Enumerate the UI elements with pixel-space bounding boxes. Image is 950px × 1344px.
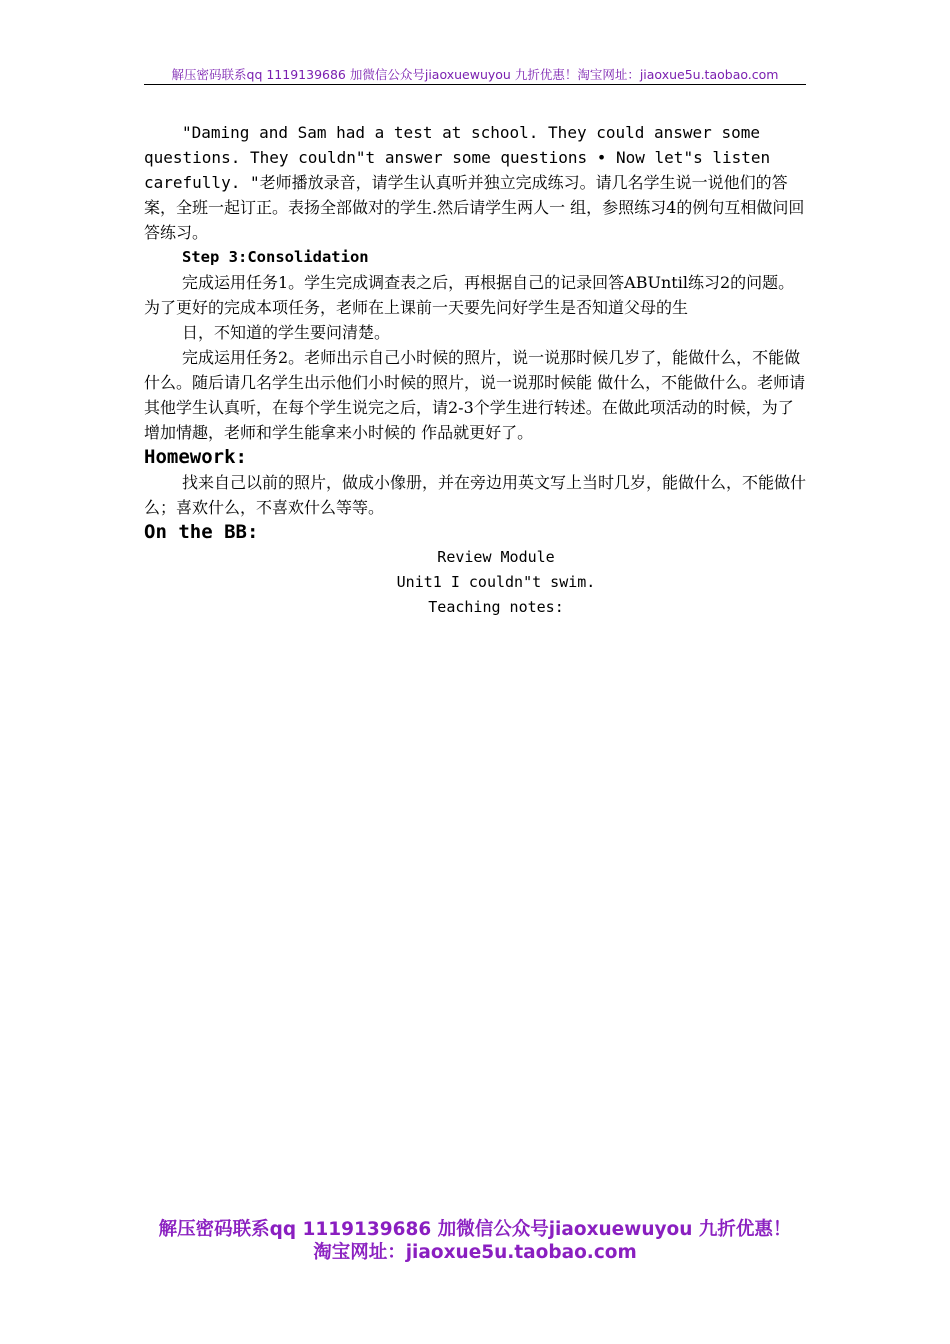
page-header-watermark: 解压密码联系qq 1119139686 加微信公众号jiaoxuewuyou 九折优惠！淘宝网址：jiaoxue5u.taobao.com <box>171 67 779 82</box>
header-divider <box>144 84 806 85</box>
paragraph-task1: 完成运用任务1。学生完成调查表之后，再根据自己的记录回答ABUntil练习2的问题。为了更好的完成本项任务，老师在上课前一天要先问好学生是否知道父母的生 <box>144 273 795 317</box>
paragraph-listening-task <box>144 120 808 245</box>
paragraph-task1-continued: 日，不知道的学生要问清楚。 <box>182 323 391 342</box>
blackboard-line-unit: Unit1 I couldn"t swim. <box>396 573 596 591</box>
paragraph-homework: 找来自己以前的照片，做成小像册，并在旁边用英文写上当时几岁，能做什么，不能做什么；喜欢什么，不喜欢什么等等。 <box>144 473 807 517</box>
blackboard-line-title: Review Module <box>437 548 555 566</box>
page-footer-watermark <box>0 1218 950 1264</box>
paragraph-task2: 完成运用任务2。老师出示自己小时候的照片，说一说那时候几岁了，能做什么，不能做什么。随后请几名学生出示他们小时候的照片，说一说那时候能 做什么，不能做什么。老师请其他学生认真听，在每个学生说完之后，请2-3个学生进行转述。在做此项活动的时候，为了增加情趣，老师和学生能拿来小时候的 作品就更好了。 <box>144 348 806 442</box>
paragraph-chinese-instructions: 老师播放录音，请学生认真听并独立完成练习。请几名学生说一说他们的答案，全班一起订正。表扬全部做对的学生.然后请学生两人一 组，参照练习4的例句互相做问回答练习。 <box>144 173 805 242</box>
footer-line-contact: 解压密码联系qq 1119139686 加微信公众号jiaoxuewuyou 九折优惠！ <box>158 1219 792 1240</box>
paragraph-english-quote: "Daming and Sam had a test at school. They could answer some questions. They couldn"t answer some questions • Now let"s listen carefully. " <box>144 123 771 192</box>
blackboard-heading: On the BB: <box>144 521 259 543</box>
blackboard-line-notes: Teaching notes: <box>428 598 564 616</box>
footer-line-shop: 淘宝网址：jiaoxue5u.taobao.com <box>313 1242 637 1263</box>
homework-heading: Homework: <box>144 446 247 468</box>
step3-title: Step 3:Consolidation <box>182 248 369 266</box>
blackboard-content <box>144 545 808 620</box>
document-body <box>144 120 808 620</box>
